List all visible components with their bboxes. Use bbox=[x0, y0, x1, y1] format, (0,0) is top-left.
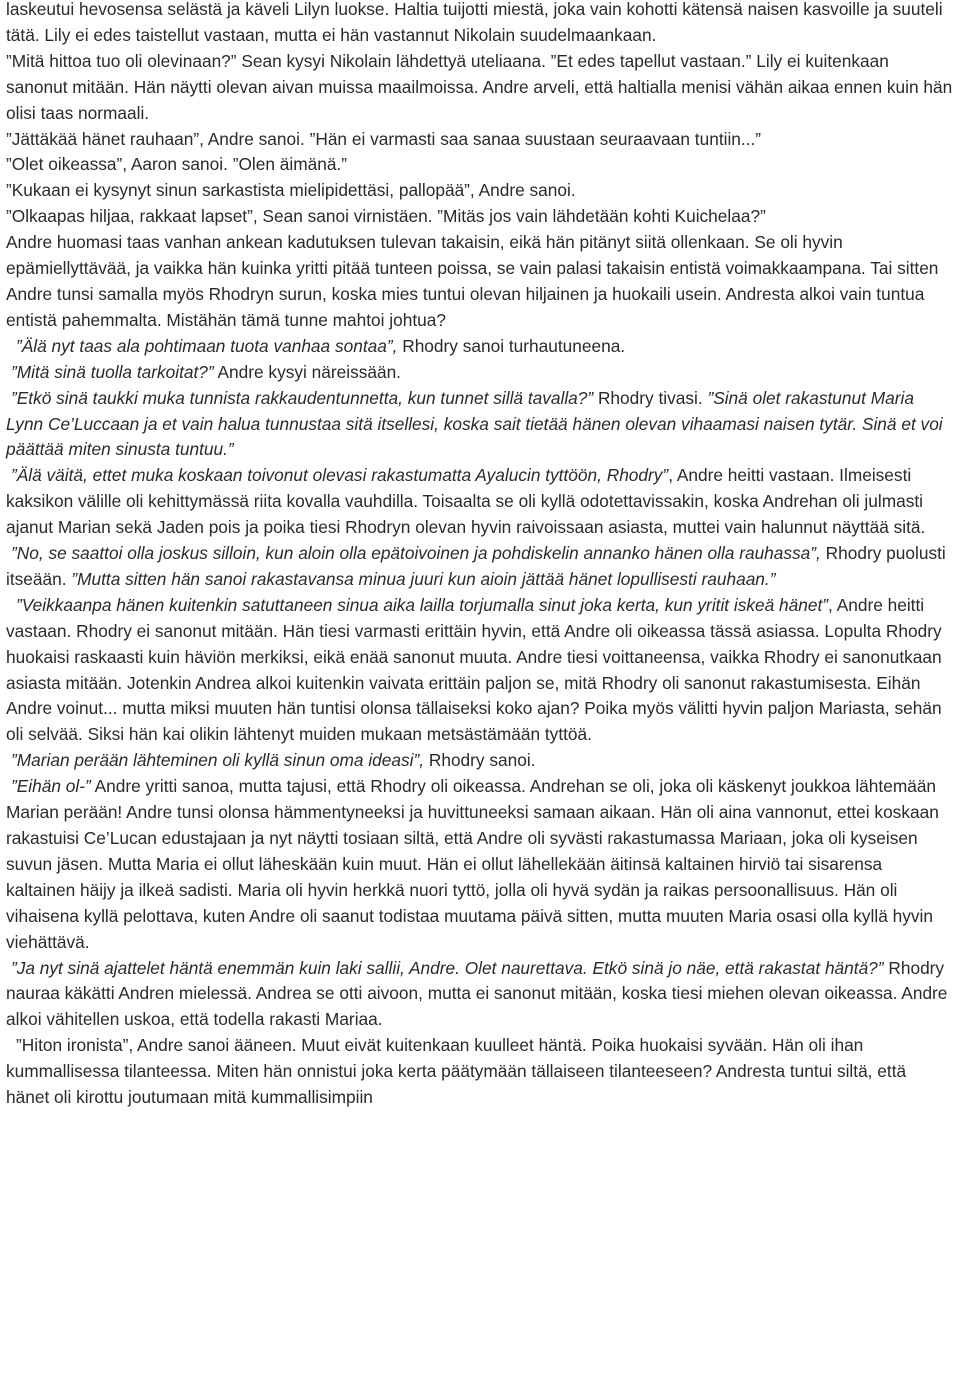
text-span: Andre yritti sanoa, mutta tajusi, että Rhodry oli oikeassa. Andrehan se oli, joka oli käskenyt joukkoa lähtemään Marian perään! Andre tunsi olonsa hämmentyneeksi ja huvittuneeksi samaan aikaan. Hän oli aina vannonut, ettei koskaan rakastuisi Ce’Lucan edustajaan ja nyt näytti tosiaan siltä, että Andre oli syvästi rakastumassa Mariaan, joka oli kyseisen suvun jäsen. Mutta Maria ei ollut läheskään kuin muut. Hän ei ollut lähellekään äitinsä kaltainen hirviö tai sisarensa kaltainen häijy ja ilkeä sadisti. Maria oli hyvin herkkä nuori tyttö, jolla oli hyvä sydän ja raikas persoonallisuus. Hän oli vihaisena kyllä pelottava, kuten Andre oli saanut todistaa muutama päivä sitten, mutta muuten Maria osasi olla kyllä hyvin viehättävä. bbox=[6, 776, 939, 952]
text-span: , Andre heitti vastaan. Rhodry ei sanonut mitään. Hän tiesi varmasti erittäin hyvin, että Andre oli oikeassa tässä asiassa. Lopulta Rhodry huokaisi raskaasti kuin häviön merkiksi, eikä enää sanonut muuta. Andre tiesi voittaneensa, vaikka Rhodry ei sanonutkaan asiasta mitään. Jotenkin Andrea alkoi kuitenkin vaivata erittäin paljon se, mitä Rhodry oli sanonut rakastumisesta. Eihän Andre voinut... mutta miksi muuten hän tuntisi olonsa tällaiseksi koko ajan? Poika myös välitti hyvin paljon Mariasta, sehän oli selvää. Siksi hän kai olikin lähtenyt muiden mukaan metsästämään tyttöä. bbox=[6, 594, 942, 745]
text-span: , Andre heitti vastaan. Ilmeisesti kaksikon välille oli kehittymässä riita kovalla vauhdilla. Toisaalta se oli kyllä odotettavissakin, koska Andrehan oli julmasti ajanut Marian sekä Jaden pois ja poika tiesi Rhodryn olevan hyvin raivoissaan asiasta, muttei vain halunnut näyttää sitä. bbox=[6, 465, 926, 538]
text-span: Rhodry sanoi turhautuneena. bbox=[397, 335, 626, 356]
italic-text-span: ”Marian perään lähteminen oli kyllä sinun oma ideasi”, bbox=[11, 750, 425, 771]
text-span: ”Hiton ironista”, Andre sanoi ääneen. Muut eivät kuitenkaan kuulleet häntä. Poika huokaisi syvään. Hän oli ihan kummallisessa tilanteessa. Miten hän onnistui joka kerta päätymään tällaiseen tilanteeseen? Andresta tuntui siltä, että hänet oli kirottu joutumaan mitä kummallisimpiin bbox=[6, 1035, 907, 1108]
paragraph bbox=[6, 956, 954, 1034]
text-span: ”Olkaapas hiljaa, rakkaat lapset”, Sean sanoi virnistäen. ”Mitäs jos vain lähdetään kohti Kuichelaa?” bbox=[6, 206, 766, 227]
paragraph bbox=[6, 1033, 954, 1111]
paragraph bbox=[6, 386, 954, 464]
italic-text-span: ”Veikkaanpa hänen kuitenkin satuttaneen sinua aika lailla torjumalla sinut joka kerta, kun yritit iskeä hänet” bbox=[16, 594, 829, 615]
italic-text-span: ”Mitä sinä tuolla tarkoitat?” bbox=[11, 361, 214, 382]
paragraph bbox=[6, 127, 954, 153]
text-span: Andre huomasi taas vanhan ankean kadutuksen tulevan takaisin, eikä hän pitänyt siitä ollenkaan. Se oli hyvin epämiellyttävää, ja vaikka hän kuinka yritti pitää tunteen poissa, se vain palasi takaisin entistä voimakkaampana. Tai sitten Andre tunsi samalla myös Rhodryn surun, koska mies tuntui olevan hiljainen ja huokaili usein. Andresta alkoi vain tuntua entistä pahemmalta. Mistähän tämä tunne mahtoi johtua? bbox=[6, 232, 939, 330]
italic-text-span: ”No, se saattoi olla joskus silloin, kun aloin olla epätoivoinen ja pohdiskelin annanko hänen olla rauhassa”, bbox=[11, 543, 821, 564]
text-span: Rhodry puolusti itseään. bbox=[6, 543, 946, 589]
text-span: ”Olet oikeassa”, Aaron sanoi. ”Olen äimänä.” bbox=[6, 154, 347, 175]
italic-text-span: ”Mutta sitten hän sanoi rakastavansa minua juuri kun aioin jättää hänet lopullisesti rauhaan.” bbox=[71, 568, 776, 589]
paragraph bbox=[6, 463, 954, 541]
text-span: Rhodry sanoi. bbox=[424, 750, 536, 771]
paragraph bbox=[6, 49, 954, 127]
italic-text-span: ”Älä väitä, ettet muka koskaan toivonut olevasi rakastumatta Ayalucin tyttöön, Rhodry” bbox=[11, 465, 669, 486]
paragraph bbox=[6, 230, 954, 334]
text-span: laskeutui hevosensa selästä ja käveli Lilyn luokse. Haltia tuijotti miestä, joka vain kohotti kätensä naisen kasvoille ja suuteli tätä. Lily ei edes taistellut vastaan, mutta ei hän vastannut Nikolain suudelmaankaan. bbox=[6, 0, 943, 45]
paragraph bbox=[6, 541, 954, 593]
text-span: ”Mitä hittoa tuo oli olevinaan?” Sean kysyi Nikolain lähdettyä uteliaana. ”Et edes tapellut vastaan.” Lily ei kuitenkaan sanonut mitään. Hän näytti olevan aivan muissa maailmoissa. Andre arveli, että haltialla menisi vähän aikaa ennen kuin hän olisi taas normaali. bbox=[6, 50, 953, 123]
paragraph bbox=[6, 0, 954, 49]
paragraph bbox=[6, 334, 954, 360]
paragraph bbox=[6, 204, 954, 230]
paragraph bbox=[6, 360, 954, 386]
italic-text-span: ”Sinä olet rakastunut Maria Lynn Ce’Luccaan ja et vain halua tunnustaa sitä itsellesi, koska sait tietää hänen olevan vihaamasi naisen tytär. Sinä et voi päättää miten sinusta tuntuu.” bbox=[6, 387, 943, 460]
text-span: Andre kysyi näreissään. bbox=[213, 361, 401, 382]
paragraph bbox=[6, 774, 954, 955]
paragraph bbox=[6, 748, 954, 774]
italic-text-span: ”Ja nyt sinä ajattelet häntä enemmän kuin laki sallii, Andre. Olet naurettava. Etkö sinä jo näe, että rakastat häntä?” bbox=[11, 957, 884, 978]
paragraph bbox=[6, 593, 954, 748]
paragraph bbox=[6, 152, 954, 178]
text-span: Rhodry nauraa käkätti Andren mielessä. Andrea se otti aivoon, mutta ei sanonut mitään, koska tiesi miehen olevan oikeassa. Andre alkoi vähitellen uskoa, että todella rakasti Mariaa. bbox=[6, 957, 948, 1030]
text-span: Rhodry tivasi. bbox=[593, 387, 708, 408]
text-span: ”Jättäkää hänet rauhaan”, Andre sanoi. ”Hän ei varmasti saa sanaa suustaan seuraavaan tuntiin...” bbox=[6, 128, 762, 149]
story-text bbox=[6, 0, 954, 1111]
paragraph bbox=[6, 178, 954, 204]
italic-text-span: ”Etkö sinä taukki muka tunnista rakkaudentunnetta, kun tunnet sillä tavalla?” bbox=[11, 387, 594, 408]
italic-text-span: ”Älä nyt taas ala pohtimaan tuota vanhaa sontaa”, bbox=[16, 335, 398, 356]
italic-text-span: ”Eihän ol-” bbox=[11, 776, 91, 797]
text-span: ”Kukaan ei kysynyt sinun sarkastista mielipidettäsi, pallopää”, Andre sanoi. bbox=[6, 180, 576, 201]
